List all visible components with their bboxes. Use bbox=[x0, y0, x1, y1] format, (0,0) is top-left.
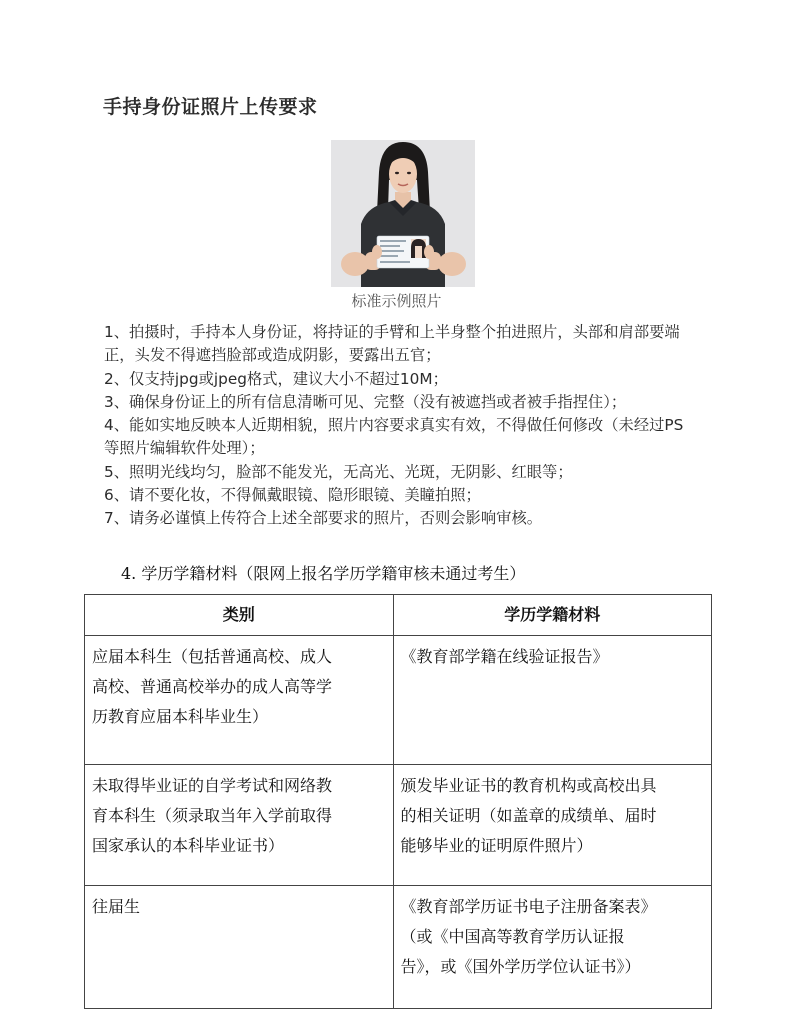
cell-line: 《教育部学历证书电子注册备案表》 bbox=[400, 897, 657, 916]
cell-line: 的相关证明（如盖章的成绩单、届时 bbox=[400, 806, 657, 825]
section-heading: 4. 学历学籍材料（限网上报名学历学籍审核未通过考生） bbox=[121, 564, 526, 583]
header-category: 类别 bbox=[85, 595, 394, 636]
cell-line: 《教育部学籍在线验证报告》 bbox=[400, 647, 609, 666]
requirements-list bbox=[104, 321, 704, 531]
photo-caption: 标准示例照片 bbox=[351, 292, 442, 310]
sample-id-photo bbox=[331, 140, 475, 287]
requirement-line: 5、照明光线均匀，脸部不能发光，无高光、光斑，无阴影、红眼等； bbox=[104, 462, 573, 481]
requirement-line: 3、确保身份证上的所有信息清晰可见、完整（没有被遮挡或者被手指捏住）； bbox=[104, 392, 627, 411]
requirement-line: 正，头发不得遮挡脸部或造成阴影，要露出五官； bbox=[104, 346, 441, 365]
header-materials: 学历学籍材料 bbox=[393, 595, 712, 636]
cell-line: 应届本科生（包括普通高校、成人 bbox=[92, 647, 333, 666]
requirement-line: 2、仅支持jpg或jpeg格式，建议大小不超过10M； bbox=[104, 369, 448, 388]
cell-line: 颁发毕业证书的教育机构或高校出具 bbox=[400, 776, 657, 795]
requirement-line: 4、能如实地反映本人近期相貌，照片内容要求真实有效，不得做任何修改（未经过PS bbox=[104, 416, 684, 435]
table-header-row bbox=[85, 595, 712, 636]
cell-line: 高校、普通高校举办的成人高等学 bbox=[92, 677, 333, 696]
requirement-line: 1、拍摄时，手持本人身份证，将持证的手臂和上半身整个拍进照片，头部和肩部要端 bbox=[104, 323, 680, 341]
category-cell bbox=[85, 636, 394, 765]
cell-line: 往届生 bbox=[92, 897, 141, 916]
category-cell bbox=[85, 886, 394, 1009]
cell-line: 国家承认的本科毕业证书） bbox=[92, 836, 285, 855]
cell-line: 历教育应届本科毕业生） bbox=[92, 707, 269, 726]
table-row bbox=[85, 636, 712, 765]
category-cell bbox=[85, 765, 394, 886]
cell-line: 告》，或《国外学历学位认证书》） bbox=[400, 957, 641, 976]
material-cell bbox=[393, 636, 712, 765]
requirement-line: 7、请务必谨慎上传符合上述全部要求的照片，否则会影响审核。 bbox=[104, 509, 543, 528]
cell-line: 能够毕业的证明原件照片） bbox=[400, 836, 593, 855]
material-cell bbox=[393, 886, 712, 1009]
person-holding-id-illustration bbox=[331, 140, 475, 287]
table-row bbox=[85, 765, 712, 886]
requirement-line: 等照片编辑软件处理）； bbox=[104, 439, 265, 458]
cell-line: 育本科生（须录取当年入学前取得 bbox=[92, 806, 333, 825]
table-row bbox=[85, 886, 712, 1009]
material-cell bbox=[393, 765, 712, 886]
materials-table bbox=[84, 594, 712, 1009]
cell-line: 未取得毕业证的自学考试和网络教 bbox=[92, 776, 333, 795]
cell-line: （或《中国高等教育学历认证报 bbox=[400, 927, 625, 946]
requirement-line: 6、请不要化妆，不得佩戴眼镜、隐形眼镜、美瞳拍照； bbox=[104, 486, 481, 505]
page-title: 手持身份证照片上传要求 bbox=[103, 96, 318, 118]
